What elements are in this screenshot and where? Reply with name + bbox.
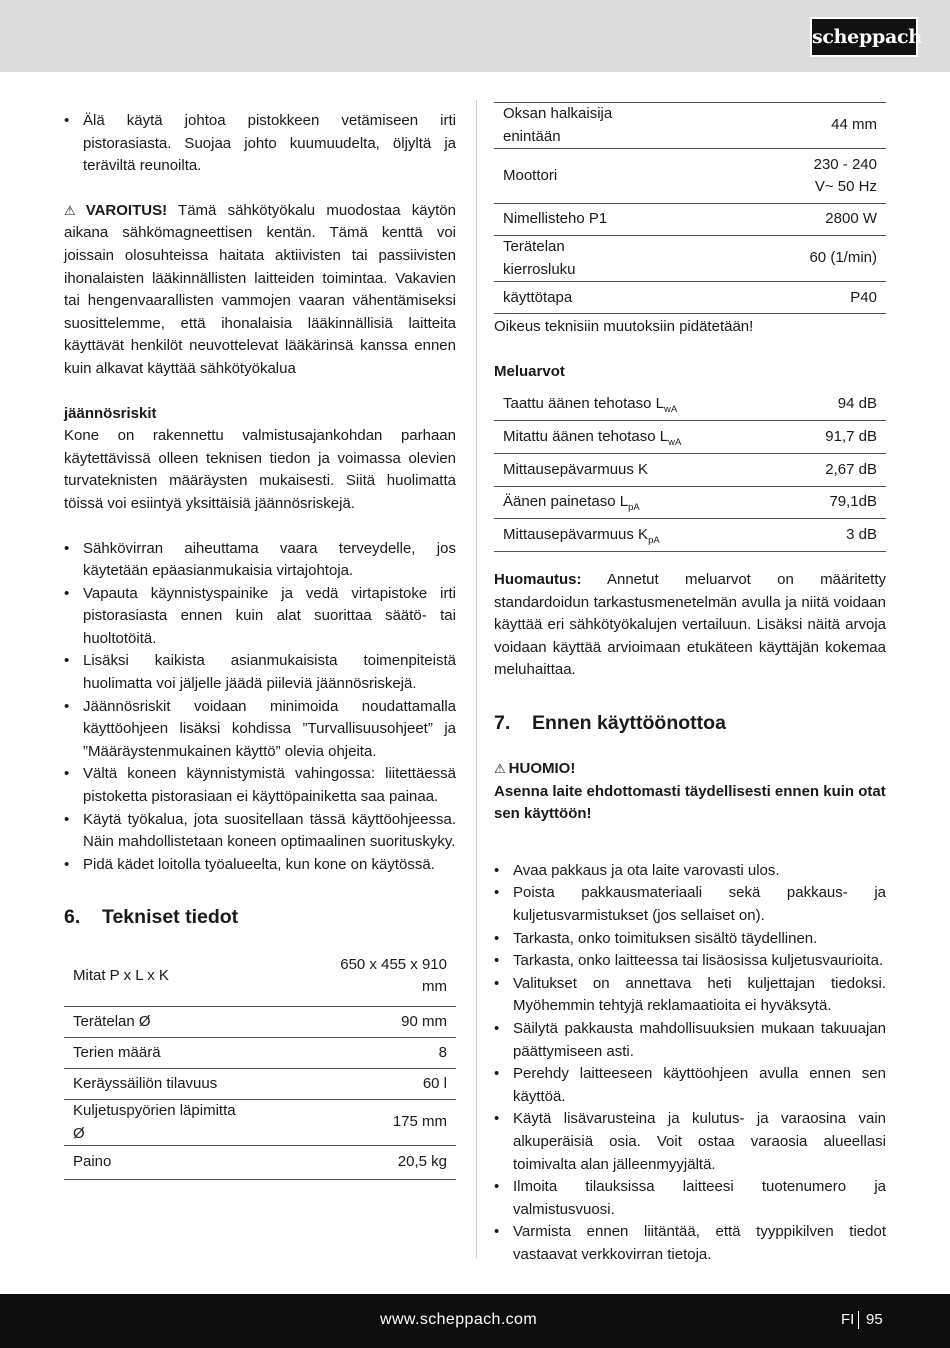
page-footer	[0, 1294, 950, 1348]
spec-value: 2800 W	[630, 204, 886, 236]
spec-label: Terätelan kierrosluku	[494, 236, 630, 282]
spec-label: Oksan halkaisija enintään	[494, 103, 630, 149]
noise-values-heading: Meluarvot	[494, 362, 565, 380]
residual-risks-heading: jäännösriskit	[64, 404, 157, 422]
list-item: • Vapauta käynnistyspainike ja vedä virtapistoke irti pistorasiasta ennen kuin alat suorittaa säätö- tai huoltotöitä.	[64, 583, 456, 651]
warning-triangle-icon: ⚠	[494, 761, 506, 777]
list-item: • Älä käytä johtoa pistokkeen vetämiseen irti pistorasiasta. Suojaa johto kuumuudelta, öljyltä ja teräviltä reunoilta.	[64, 110, 456, 178]
left-column	[64, 110, 456, 1180]
spec-label: Paino	[64, 1146, 257, 1180]
noise-value: 3 dB	[783, 519, 886, 552]
noise-label: Mittausepävarmuus $K_{pA}$	[494, 519, 783, 552]
table-row	[64, 946, 456, 1006]
section-heading-before-use	[494, 710, 886, 736]
spec-label: Nimellisteho P1	[494, 204, 630, 236]
section-title: Tekniset tiedot	[102, 906, 239, 929]
list-item: • Lisäksi kaikista asianmukaisista toimenpiteistä huolimatta voi jäljelle jäädä piileviä jäännösriskejä.	[64, 650, 456, 695]
table-row	[494, 282, 886, 314]
table-row	[64, 1037, 456, 1068]
section-title: Ennen käyttöönottoa	[532, 712, 726, 735]
right-column	[494, 102, 886, 1267]
list-item: • Vältä koneen käynnistymistä vahingossa: liitettäessä pistoketta pistorasiaan ei käyttöpainiketta saa painaa.	[64, 763, 456, 808]
warning-text: Tämä sähkötyökalu muodostaa käytön aikana sähkömagneettisen kentän. Tämä kenttä voi joissain olosuhteissa haitata aktiivisten tai passiivisten ihonalaisten lääkinnällisten laitteiden toimintaa. Vakavien tai hengenvaarallisten vammojen vaaran vähentämiseksi suosittelemme, että ihonalaisia lääkinnällisiä laitteita käyttävät henkilöt neuvottelevat lääkärinsä kanssa ennen kuin alkavat käyttää sähkötyökalua	[64, 201, 456, 377]
section-number: 7.	[494, 712, 511, 735]
list-item: • Perehdy laitteeseen käyttöohjeen avulla ennen sen käyttöä.	[494, 1063, 886, 1108]
noise-values-table	[494, 388, 886, 553]
page-number: 95	[866, 1311, 883, 1328]
table-row	[494, 519, 886, 552]
note-label: Huomautus:	[494, 571, 582, 589]
spec-value: 650 x 455 x 910 mm	[257, 946, 456, 1006]
table-row	[494, 388, 886, 421]
noise-label: Mitattu äänen tehotaso $L_{wA}$	[494, 421, 783, 454]
preparation-bullet-list	[494, 860, 886, 1267]
noise-value: 91,7 dB	[783, 421, 886, 454]
list-item: • Käytä lisävarusteina ja kulutus- ja varaosina vain alkuperäisiä osia. Voit ostaa varaosia alueellasi toimivalta alan jälleenmyyjältä.	[494, 1108, 886, 1176]
cord-bullet-list	[64, 110, 456, 178]
spec-value: 8	[257, 1037, 456, 1068]
attention-label: HUOMIO!	[508, 760, 576, 778]
spec-value: 44 mm	[630, 103, 886, 149]
list-item: • Ilmoita tilauksissa laitteesi tuotenumero ja valmistusvuosi.	[494, 1176, 886, 1221]
list-item: • Pidä kädet loitolla työalueelta, kun kone on käytössä.	[64, 854, 456, 877]
noise-label: Taattu äänen tehotaso $L_{wA}$	[494, 388, 783, 421]
technical-data-table-continued	[494, 102, 886, 314]
list-item: • Poista pakkausmateriaali sekä pakkaus- ja kuljetusvarmistukset (jos sellaiset on).	[494, 882, 886, 927]
noise-label: Äänen painetaso $L_{pA}$	[494, 487, 783, 519]
residual-risks-text: Kone on rakennettu valmistusajankohdan parhaan käytettävissä olleen teknisen tiedon ja voimassa olevien turvateknisten määräysten mukaisesti. Siitä huolimatta töissä voi esiintyä yksittäisiä jäännösriskejä.	[64, 427, 456, 512]
table-row	[64, 1006, 456, 1037]
rights-note: Oikeus teknisiin muutoksiin pidätetään!	[494, 318, 754, 336]
warning-paragraph	[64, 200, 456, 381]
brand-logo: scheppach	[810, 17, 918, 57]
spec-value: 20,5 kg	[257, 1146, 456, 1180]
spec-label: Terätelan Ø	[64, 1006, 257, 1037]
spec-value: 90 mm	[257, 1006, 456, 1037]
table-row	[494, 103, 886, 149]
noise-note	[494, 569, 886, 682]
spec-label: Kuljetuspyörien läpimitta Ø	[64, 1099, 257, 1145]
spec-value: P40	[630, 282, 886, 314]
list-item: • Tarkasta, onko laitteessa tai lisäosissa kuljetusvaurioita.	[494, 950, 886, 973]
page-header	[0, 0, 950, 72]
table-row	[64, 1146, 456, 1180]
spec-value: 175 mm	[257, 1099, 456, 1145]
technical-data-table	[64, 946, 456, 1180]
spec-label: Mitat P x L x K	[64, 946, 257, 1006]
section-heading-technical-data	[64, 904, 456, 930]
list-item: • Avaa pakkaus ja ota laite varovasti ulos.	[494, 860, 886, 883]
footer-separator	[858, 1311, 859, 1329]
list-item: • Valitukset on annettava heti kuljettajan tiedoksi. Myöhemmin tehtyjä reklamaatioita ei hyväksytä.	[494, 973, 886, 1018]
noise-value: 79,1dB	[783, 487, 886, 519]
table-row	[64, 1068, 456, 1099]
noise-value: 2,67 dB	[783, 454, 886, 487]
language-code: FI	[841, 1311, 855, 1328]
spec-label: Moottori	[494, 149, 630, 204]
warning-label: VAROITUS!	[85, 201, 168, 219]
list-item: • Sähkövirran aiheuttama vaara terveydelle, jos käytetään epäasianmukaisia virtajohtoja.	[64, 538, 456, 583]
note-text: Annetut meluarvot on määritetty standardoidun tarkastusmenetelmän avulla ja niitä voidaan käyttää eri sähkötyökalujen vertailuun. Lisäksi näitä arvoja voidaan käyttää arvioimaan etukäteen käyttäjän kokemaa meluhaittaa.	[494, 571, 886, 679]
table-row	[494, 236, 886, 282]
spec-value: 230 - 240 V~ 50 Hz	[630, 149, 886, 204]
list-item: • Säilytä pakkausta mahdollisuuksien mukaan takuuajan päättymiseen asti.	[494, 1018, 886, 1063]
list-item: • Jäännösriskit voidaan minimoida noudattamalla käyttöohjeen lisäksi kohdissa ”Turvallisuusohjeet” ja ”Määräystenmukainen käyttö” olevia ohjeita.	[64, 696, 456, 764]
noise-label: Mittausepävarmuus K	[494, 454, 783, 487]
spec-value: 60 l	[257, 1068, 456, 1099]
spec-label: käyttötapa	[494, 282, 630, 314]
list-item: • Tarkasta, onko toimituksen sisältö täydellinen.	[494, 928, 886, 951]
spec-label: Terien määrä	[64, 1037, 257, 1068]
risk-bullet-list	[64, 538, 456, 877]
section-number: 6.	[64, 906, 81, 929]
list-item: • Varmista ennen liitäntää, että tyyppikilven tiedot vastaavat verkkovirran tietoja.	[494, 1221, 886, 1266]
attention-heading	[494, 758, 886, 781]
warning-triangle-icon: ⚠	[64, 202, 83, 218]
column-divider	[476, 100, 477, 1258]
table-row	[494, 204, 886, 236]
table-row	[64, 1099, 456, 1145]
spec-label: Keräyssäiliön tilavuus	[64, 1068, 257, 1099]
table-row	[494, 421, 886, 454]
table-row	[494, 454, 886, 487]
spec-value: 60 (1/min)	[630, 236, 886, 282]
website-link[interactable]: www.scheppach.com	[380, 1311, 538, 1328]
table-row	[494, 487, 886, 519]
table-row	[494, 149, 886, 204]
list-item: • Käytä työkalua, jota suositellaan tässä käyttöohjeessa. Näin mahdollistetaan koneen optimaalinen suorituskyky.	[64, 809, 456, 854]
noise-value: 94 dB	[783, 388, 886, 421]
attention-text: Asenna laite ehdottomasti täydellisesti ennen kuin otat sen käyttöön!	[494, 782, 886, 823]
